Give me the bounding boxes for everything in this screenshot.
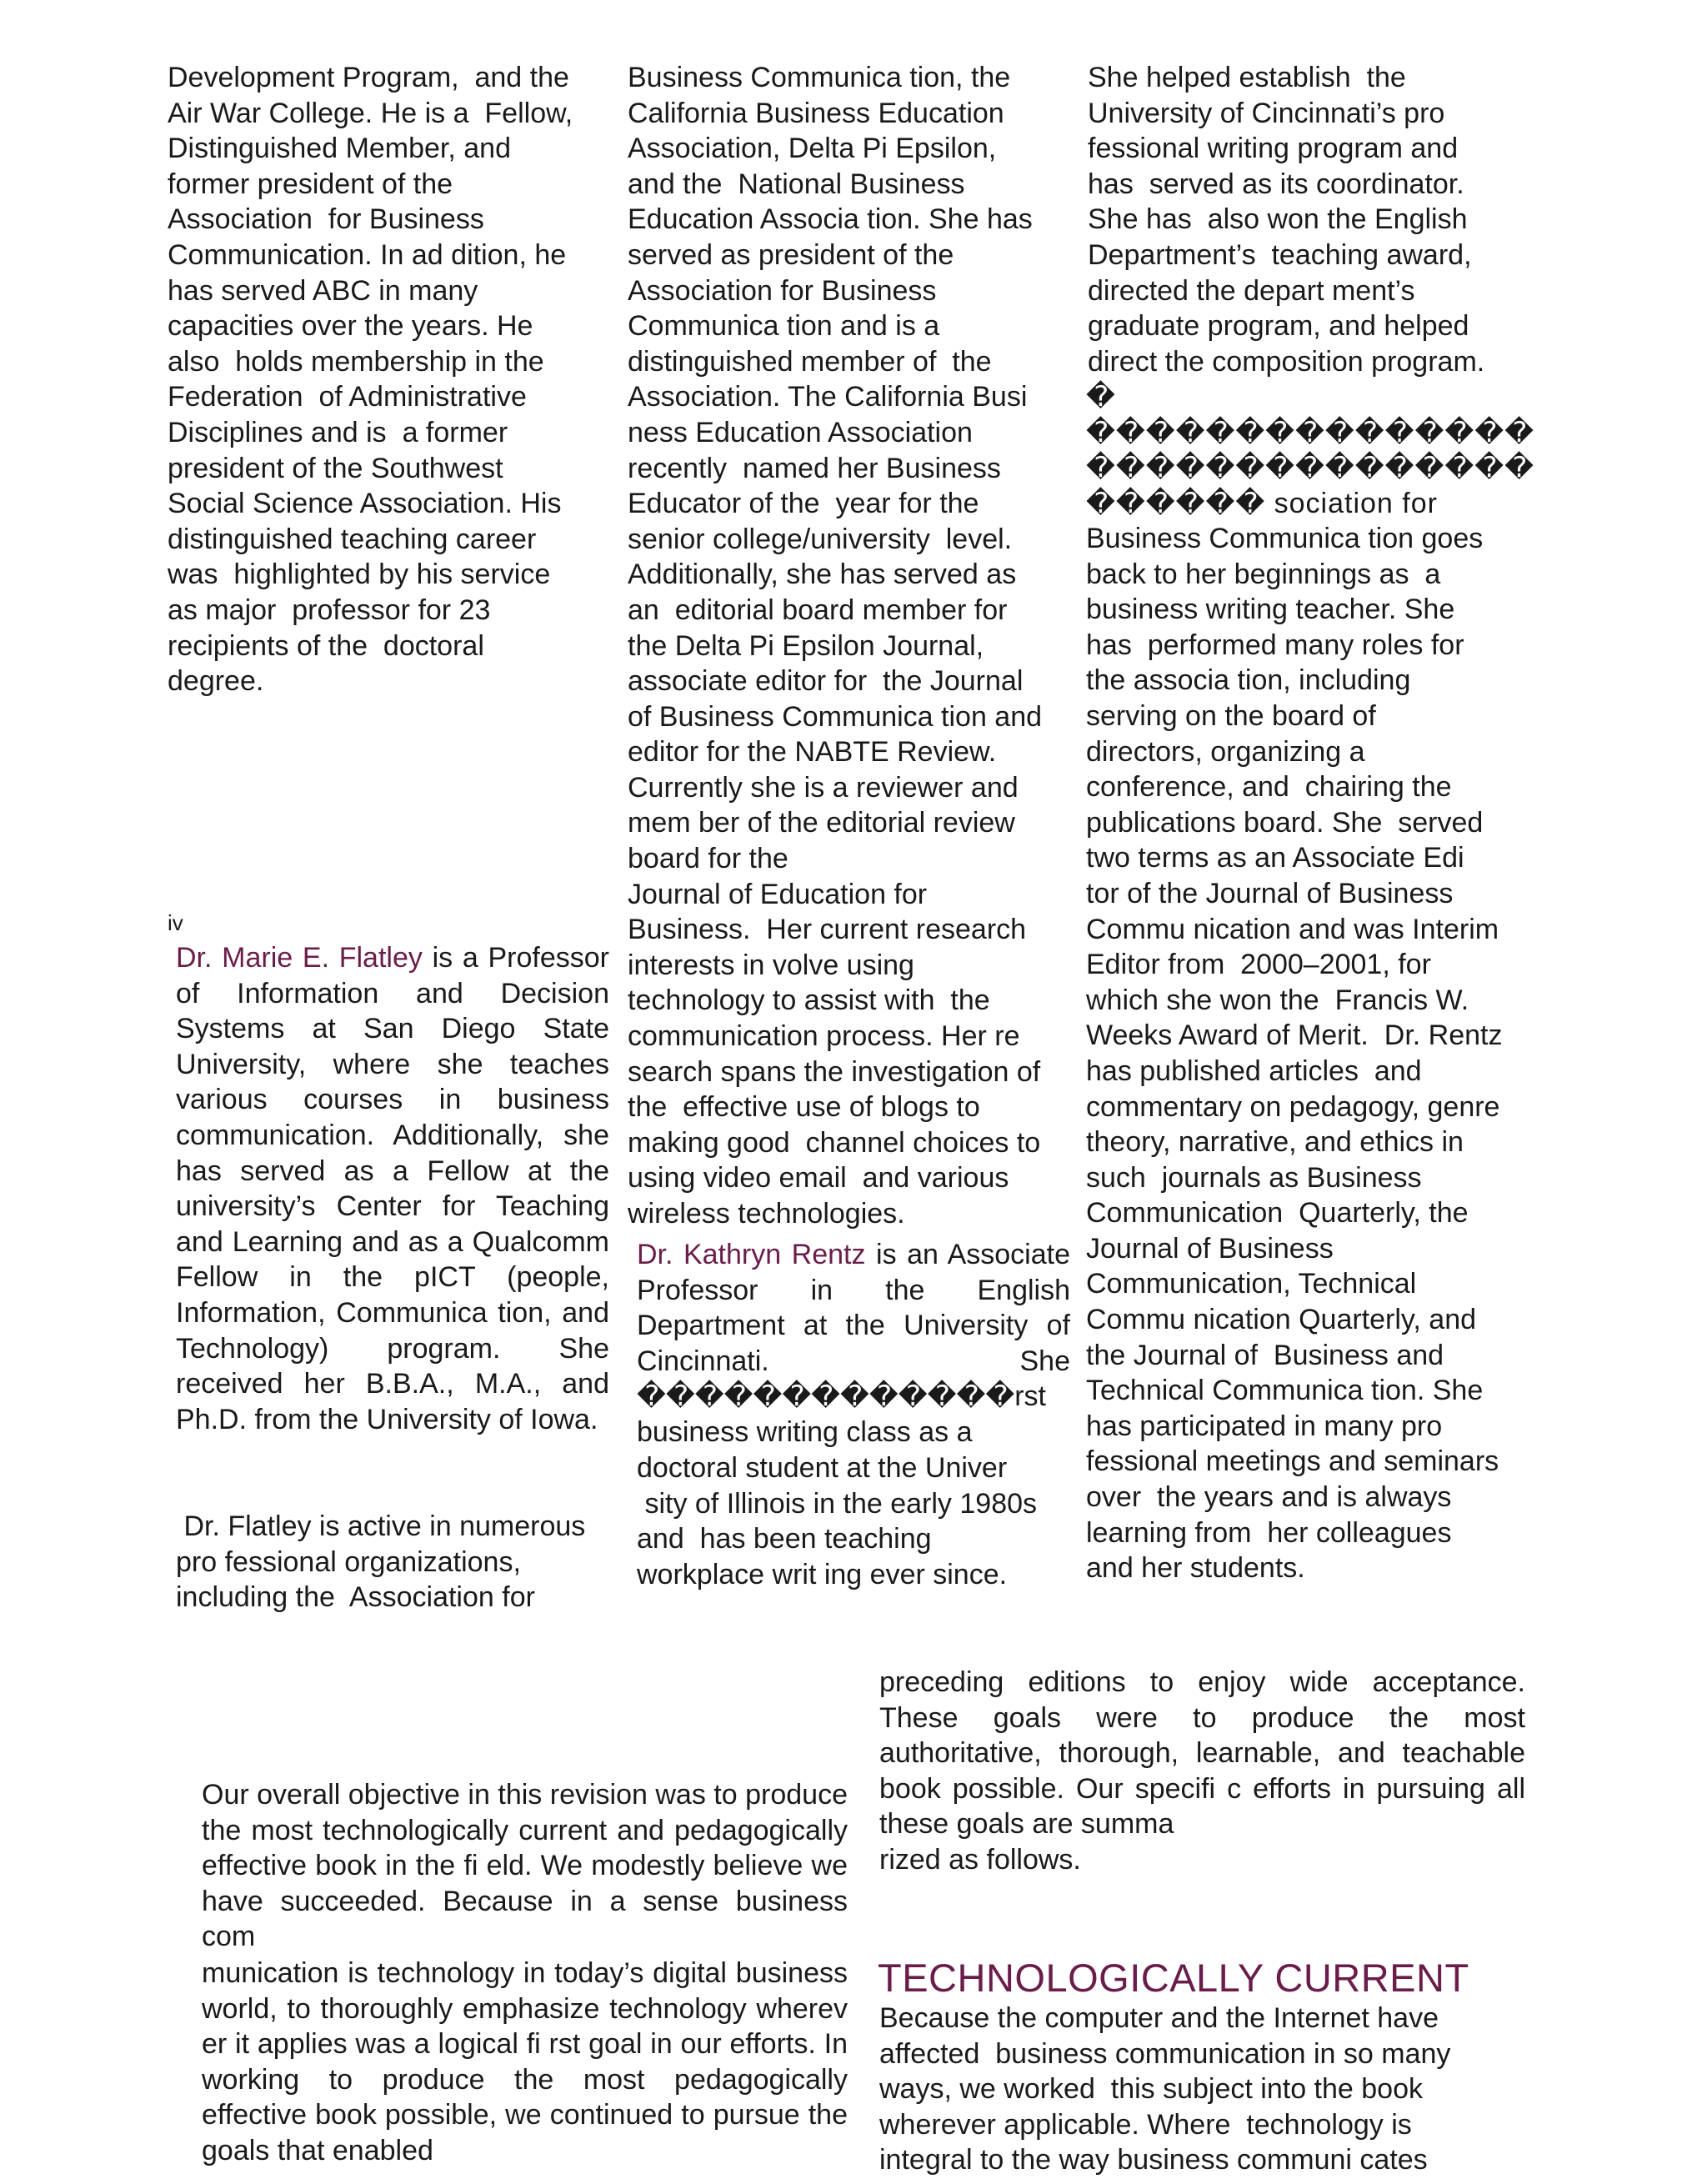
text-line: Because the computer and the Internet have (879, 2002, 1439, 2034)
text-line: graduate program, and helped (1088, 310, 1469, 343)
text-line: business writing teacher. She (1086, 594, 1455, 626)
text-line: Federation of Administrative (168, 381, 527, 413)
text-line: recipients of the doctoral (168, 629, 484, 662)
text-line: She has also won the English (1088, 203, 1468, 236)
text-line: Communication, Technical (1086, 1268, 1417, 1300)
text-line: publications board. She served (1086, 806, 1484, 839)
text-line: Association, Delta Pi Epsilon, (628, 133, 997, 165)
preface-right-text-a: preceding editions to enjoy wide acceptance. These goals were to produce the most authoritative, thorough, learnable, and teachable book possible. Our specifi c efforts in pursuing all these goals are summa (879, 1666, 1525, 1841)
text-line: integral to the way business communi cates (879, 2144, 1428, 2176)
text-line: ways, we worked this subject into the book (879, 2073, 1423, 2106)
text-line: Communication. In ad dition, he (168, 238, 567, 271)
text-line: Journal of Business (1086, 1232, 1334, 1265)
text-line: technology to assist with the (628, 984, 990, 1017)
text-line: learning from her colleagues (1086, 1516, 1452, 1549)
text-line: communication process. Her re (628, 1020, 1020, 1053)
text-line: Weeks Award of Merit. Dr. Rentz (1086, 1019, 1503, 1052)
text-line: the associa tion, including (1086, 664, 1411, 697)
author-name-rentz: Dr. Kathryn Rentz (637, 1239, 866, 1270)
section-heading: TECHNOLOGICALLY CURRENT (878, 1956, 1469, 2000)
text-line: Educator of the year for the (628, 488, 979, 520)
text-line: the Delta Pi Epsilon Journal, (628, 629, 984, 662)
text-line: mem ber of the editorial review (628, 807, 1015, 839)
text-line: served as president of the (628, 238, 954, 271)
text-line: ������ sociation for (1086, 487, 1438, 519)
preface-right-para-a (879, 1665, 1525, 1842)
text-line: Additionally, she has served as (628, 559, 1017, 591)
page-number: iv (168, 910, 183, 935)
text-line: Association. The California Busi (628, 381, 1028, 413)
text-line: president of the Southwest (168, 452, 503, 484)
text-line: degree. (168, 665, 264, 698)
text-line: Business Communica tion, the (628, 62, 1011, 93)
text-line: conference, and chairing the (1086, 771, 1452, 804)
text-line: fessional meetings and seminars (1086, 1445, 1499, 1478)
col2-top-text (628, 60, 1094, 1232)
text-line: University of Cincinnati’s pro (1088, 97, 1445, 129)
text-line: of Business Communica tion and (628, 700, 1043, 733)
col3-garbled-glyphs (1086, 379, 1553, 521)
text-line: doctoral student at the Univer (637, 1452, 1008, 1484)
text-line: has performed many roles for (1086, 629, 1464, 661)
text-line: Disciplines and is a former (168, 416, 508, 448)
text-line: tor of the Journal of Business (1086, 877, 1454, 909)
rentz-bio (637, 1237, 1070, 1450)
text-line: Commu nication and was Interim (1086, 913, 1499, 945)
text-line: has participated in many pro (1086, 1410, 1443, 1442)
text-line: the effective use of blogs to (628, 1091, 980, 1124)
text-line: workplace writ ing ever since. (637, 1558, 1008, 1590)
text-line: ness Education Association (628, 416, 973, 448)
text-line: Dr. Flatley is active in numerous (176, 1510, 586, 1542)
text-line: was highlighted by his service (168, 559, 551, 591)
text-line: and has been teaching (637, 1523, 932, 1555)
text-line: over the years and is always (1086, 1481, 1452, 1514)
text-line: Distinguished Member, and (168, 133, 512, 165)
flatley-bio-para1 (176, 940, 609, 1437)
text-line: commentary on pedagogy, genre (1086, 1090, 1500, 1123)
text-line: and the National Business (628, 168, 965, 200)
text-line: distinguished teaching career (168, 523, 537, 555)
flatley-bio-para2 (176, 1509, 626, 1615)
text-line: including the Association for (176, 1581, 535, 1614)
text-line: Development Program, and the (168, 62, 569, 93)
text-line: Association for Business (628, 274, 937, 307)
text-line: Social Science Association. His (168, 488, 562, 520)
text-line: Communication Quarterly, the (1086, 1197, 1469, 1230)
rentz-bio-text: is an Associate Professor in the English Department at the University of Cincinnati. She �������������rst business writing class as a (637, 1239, 1070, 1448)
preface-left-text-a: Our overall objective in this revision was to produce the most technologically current and pedagogically effective book in the fi eld. We modestly believe we have succeeded. Because in a sense business com (202, 1779, 848, 1953)
text-line: has served as its coordinator. (1088, 168, 1464, 200)
rentz-bio-para1 (637, 1237, 1070, 1450)
text-line: such journals as Business (1086, 1161, 1422, 1194)
text-line: directed the depart ment’s (1088, 274, 1415, 307)
rentz-bio-tail (637, 1450, 1087, 1592)
text-line: recently named her Business (628, 452, 1001, 484)
text-line: theory, narrative, and ethics in (1086, 1126, 1464, 1159)
text-line: California Business Education (628, 97, 1004, 129)
preface-left-text-b: munication is technology in today’s digital business world, to thoroughly emphasize technology wherev er it applies was a logical fi rst goal in our efforts. In working to produce the most pedagogically effective book possible, we continued to pursue the goals that enabled (202, 1957, 848, 2166)
text-line: an editorial board member for (628, 594, 1008, 626)
text-line: Association for Business (168, 203, 484, 236)
text-line: has served ABC in many (168, 274, 478, 307)
text-line: Editor from 2000–2001, for (1086, 949, 1431, 981)
text-line: using video email and various (628, 1162, 1009, 1195)
text-line: has published articles and (1086, 1054, 1422, 1087)
text-line: wireless technologies. (628, 1198, 905, 1230)
text-line: Business. Her current research (628, 914, 1027, 946)
text-line: directors, organizing a (1086, 735, 1365, 768)
text-line: Business Communica tion goes (1086, 523, 1484, 554)
preface-right-text-b: rized as follows. (879, 1844, 1081, 1876)
preface-right-para-c (879, 2001, 1546, 2178)
text-line: search spans the investigation of (628, 1055, 1041, 1088)
flatley-bio-text: is a Professor of Information and Decision Systems at San Diego State University, where she teaches various courses in business communication. Additionally, she has served as a Fellow at the university’s Center for Teaching and Learning and as a Qualcomm Fellow in the pICT (people, Information, Communica tion, and Technology) program. She received her B.B.A., M.A., and Ph.D. from the University of Iowa. (176, 942, 609, 1435)
text-line: Communica tion and is a (628, 310, 940, 343)
col1-top-text (168, 60, 618, 699)
text-line: as major professor for 23 (168, 594, 491, 626)
text-line: serving on the board of (1086, 699, 1376, 732)
text-line: affected business communication in so many (879, 2037, 1451, 2070)
text-line: fessional writing program and (1088, 133, 1459, 165)
text-line: Technical Communica tion. She (1086, 1375, 1484, 1407)
text-line: sity of Illinois in the early 1980s (637, 1487, 1038, 1520)
text-line: Education Associa tion. She has (628, 203, 1033, 236)
text-line: two terms as an Associate Edi (1086, 842, 1464, 874)
text-line: which she won the Francis W. (1086, 984, 1469, 1016)
text-line: making good channel choices to (628, 1126, 1041, 1159)
author-name-flatley: Dr. Marie E. Flatley (176, 942, 423, 974)
text-line: senior college/university level. (628, 523, 1013, 555)
text-line: also holds membership in the (168, 345, 544, 378)
preface-left-para-b (202, 1956, 848, 2169)
text-line: board for the (628, 843, 788, 875)
text-line: former president of the (168, 168, 453, 200)
flatley-bio (176, 940, 609, 1437)
text-line: � (1086, 381, 1116, 413)
preface-left-para-a (202, 1777, 848, 1955)
preface-right-para-b (879, 1842, 1525, 1878)
text-line: Commu nication Quarterly, and (1086, 1304, 1477, 1336)
text-line: interests in volve using (628, 949, 914, 981)
text-line: back to her beginnings as a (1086, 558, 1441, 590)
text-line: and her students. (1086, 1552, 1305, 1585)
text-line: Journal of Education for (628, 878, 928, 910)
text-line: the Journal of Business and (1086, 1339, 1444, 1371)
text-line: associate editor for the Journal (628, 665, 1024, 698)
text-line: Air War College. He is a Fellow, (168, 97, 573, 129)
text-line: capacities over the years. He (168, 310, 533, 343)
text-line: ��������������� (1086, 416, 1534, 448)
text-line: pro fessional organizations, (176, 1545, 521, 1578)
text-line: She helped establish the (1088, 62, 1406, 93)
text-line: wherever applicable. Where technology is (879, 2108, 1412, 2141)
text-line: direct the composition program. (1088, 345, 1485, 378)
text-line: Currently she is a reviewer and (628, 771, 1019, 804)
text-line: distinguished member of the (628, 345, 992, 378)
text-line: editor for the NABTE Review. (628, 736, 997, 769)
col3-top-text-b (1086, 521, 1553, 1586)
text-line: ��������������� (1086, 452, 1534, 484)
text-line: Department’s teaching award, (1088, 238, 1472, 271)
col3-top-text-a (1088, 60, 1554, 379)
